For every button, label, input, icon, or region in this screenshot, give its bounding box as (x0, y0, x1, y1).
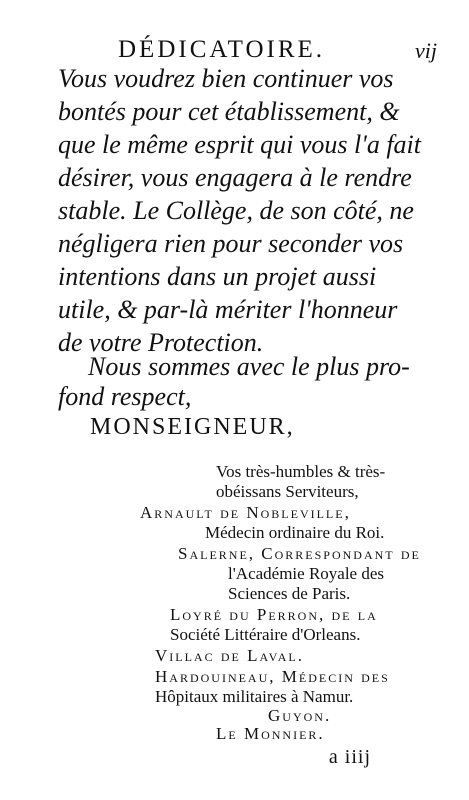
signer-title: Sciences de Paris. (228, 584, 351, 603)
signer-name: Loyré du Perron, de la (170, 605, 378, 624)
signer-title: Société Littéraire d'Orleans. (170, 625, 361, 644)
running-title: DÉDICATOIRE. (118, 36, 326, 63)
signer-name: Salerne, Correspondant de (178, 544, 421, 563)
signature-line: Vos très-humbles & très- (216, 462, 386, 481)
body-line: bontés pour cet établissement, & (58, 97, 400, 126)
page-number: vij (415, 38, 437, 63)
signer-title: l'Académie Royale des (228, 564, 385, 583)
closing-line: fond respect, (58, 382, 192, 411)
signature-mark: a iiij (328, 746, 371, 768)
signature-line: obéissans Serviteurs, (216, 482, 359, 501)
body-line: de votre Protection. (58, 328, 264, 357)
signer-name: Guyon. (268, 706, 332, 725)
body-line: négligera rien pour seconder vos (58, 229, 404, 258)
body-line: utile, & par-là mériter l'honneur (58, 295, 398, 324)
closing-line: Nous sommes avec le plus pro- (88, 352, 410, 381)
body-line: stable. Le Collège, de son côté, ne (58, 196, 414, 225)
body-line: Vous voudrez bien continuer vos (58, 64, 394, 93)
body-line: intentions dans un projet aussi (58, 262, 377, 291)
signer-name: Villac de Laval. (155, 646, 304, 665)
body-line: que le même esprit qui vous l'a fait (58, 130, 421, 159)
signer-name: Hardouineau, Médecin des (155, 667, 390, 686)
body-line: désirer, vous engagera à le rendre (58, 163, 412, 192)
signer-title: Médecin ordinaire du Roi. (205, 523, 385, 542)
salutation: MONSEIGNEUR, (90, 414, 295, 440)
signer-title: Hôpitaux militaires à Namur. (155, 687, 354, 706)
signer-name: Arnault de Nobleville, (140, 503, 351, 522)
signer-name: Le Monnier. (216, 724, 325, 743)
